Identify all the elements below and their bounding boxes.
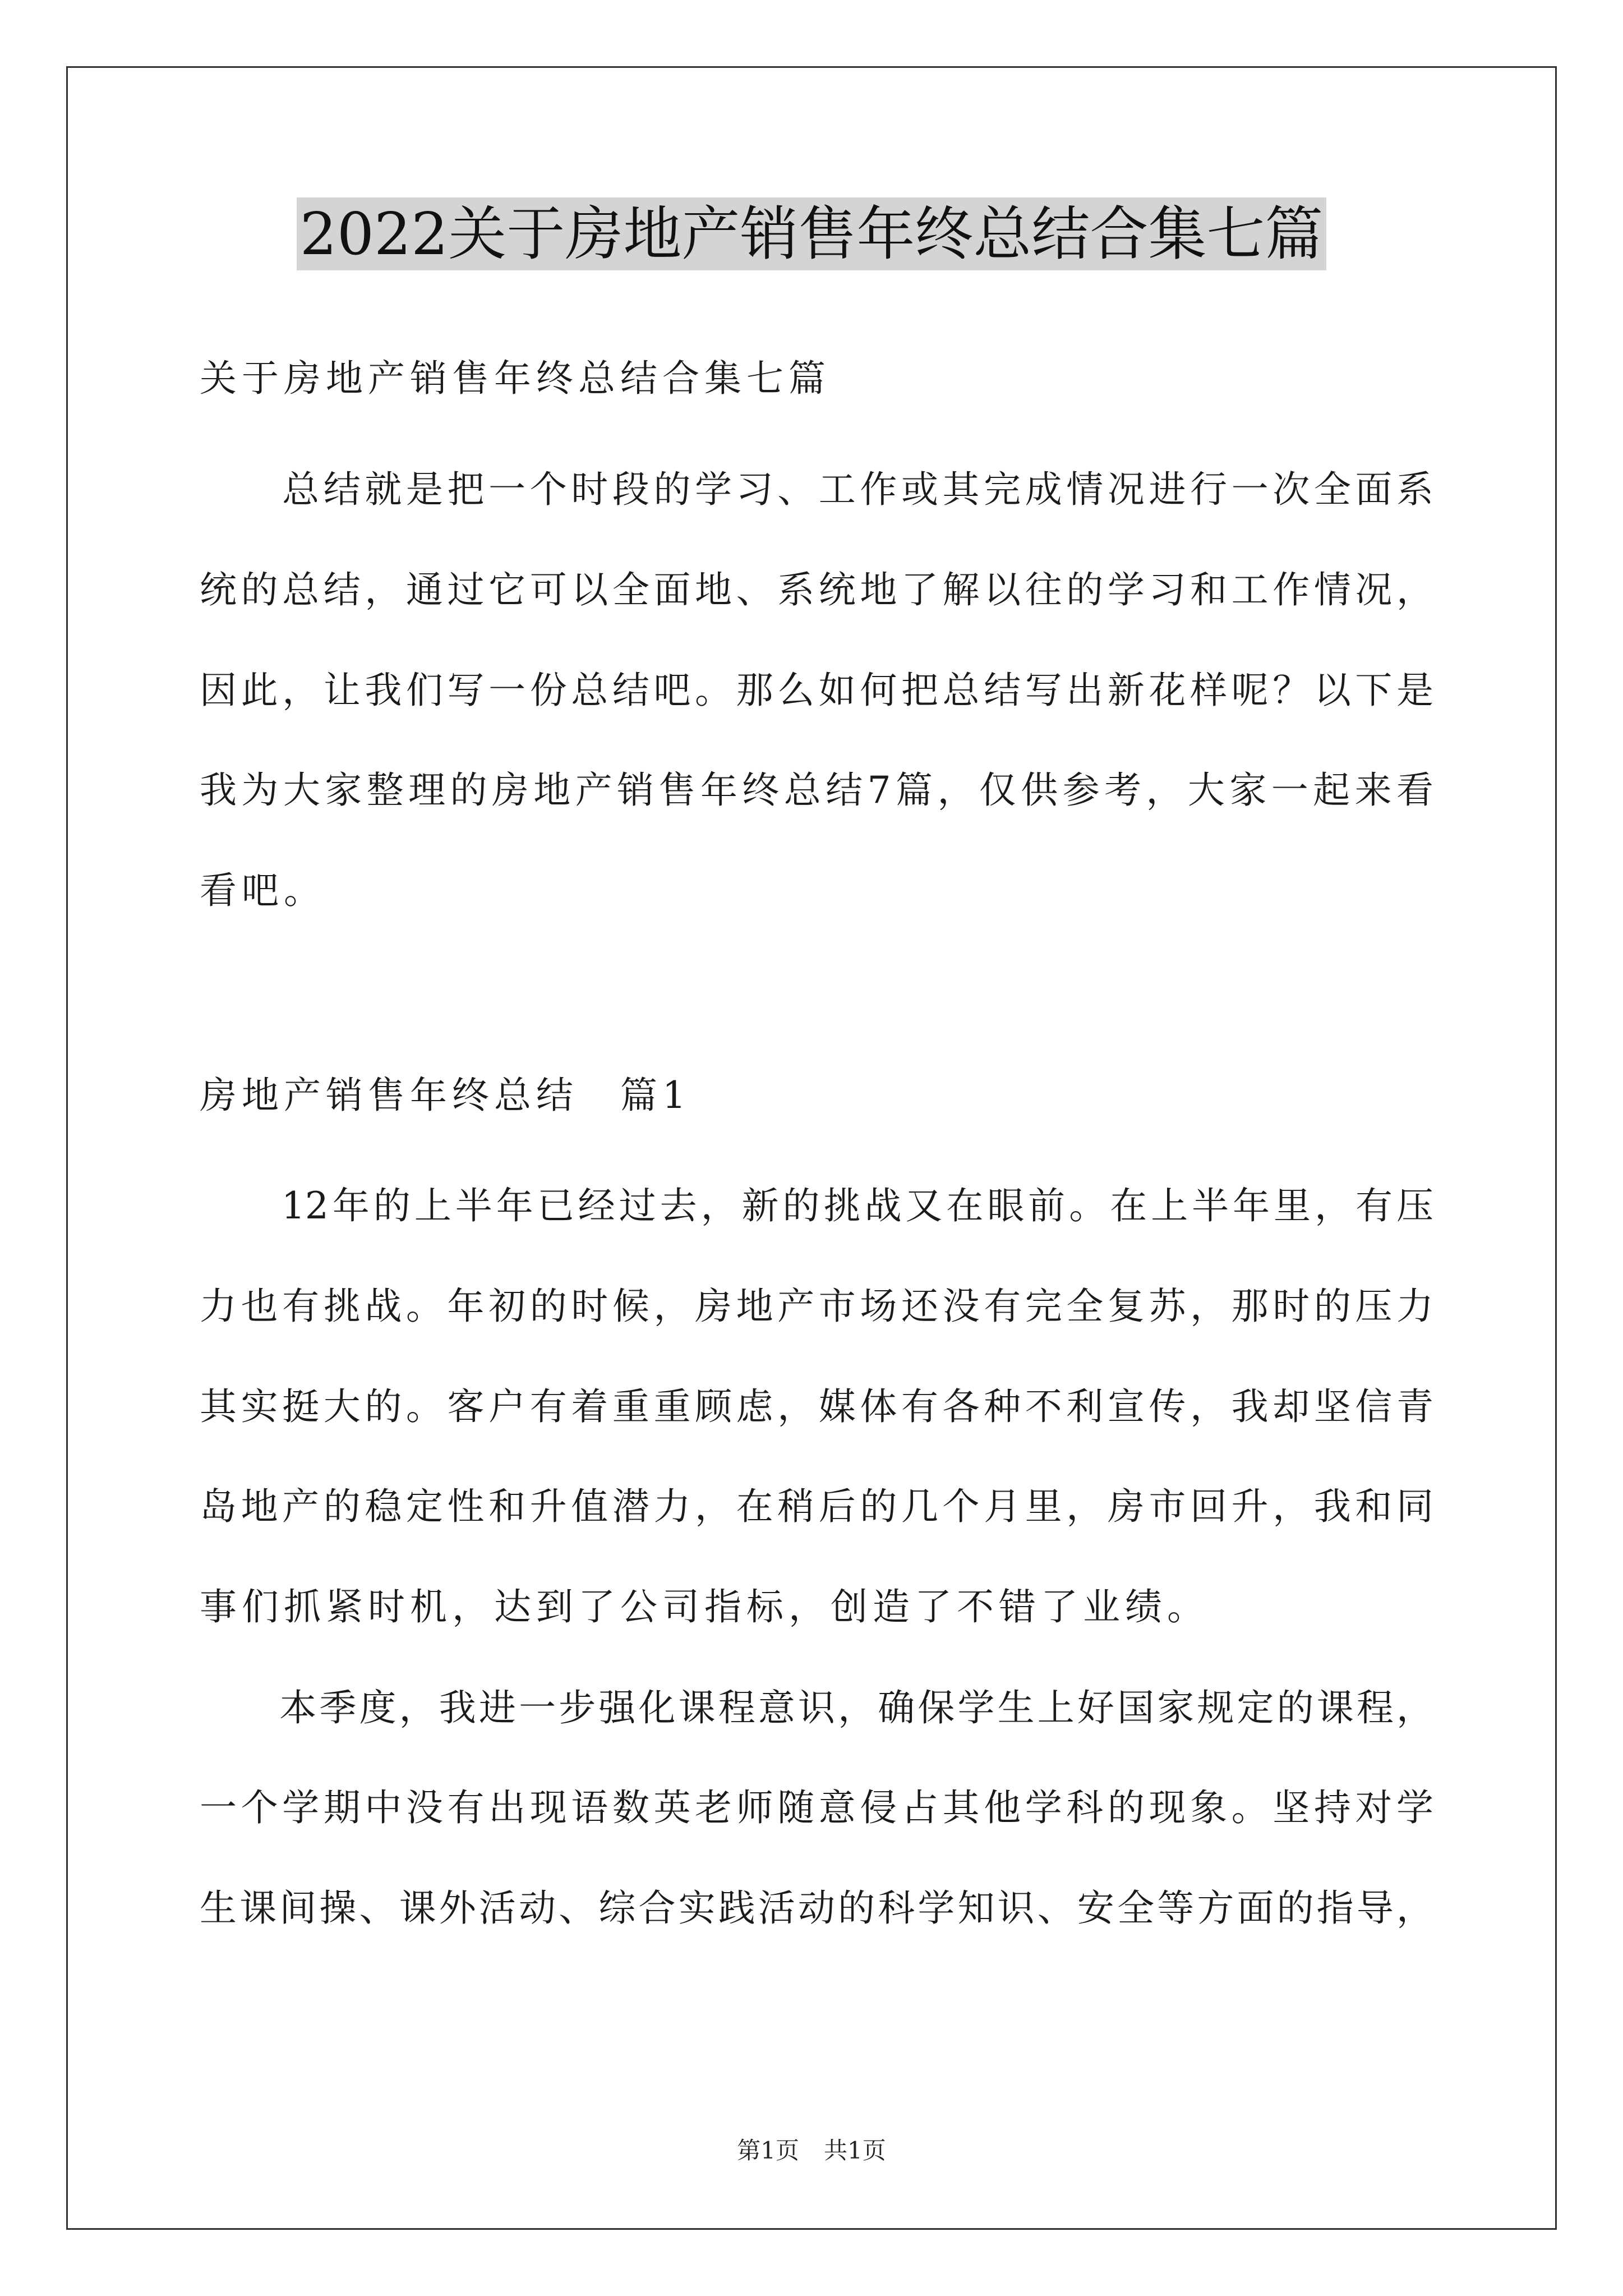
paragraph-line: 力也有挑战。年初的时候，房地产市场还没有完全复苏，那时的压力: [200, 1285, 1433, 1328]
page-total: 共1页: [824, 2137, 886, 2164]
paragraph-line: 事们抓紧时机，达到了公司指标，创造了不错了业绩。: [200, 1585, 1209, 1628]
paragraph-line: 生课间操、课外活动、综合实践活动的科学知识、安全等方面的指导，: [200, 1887, 1433, 1930]
intro-line: 因此，让我们写一份总结吧。那么如何把总结写出新花样呢？以下是: [200, 669, 1433, 712]
paragraph-line: 一个学期中没有出现语数英老师随意侵占其他学科的现象。坚持对学: [200, 1786, 1433, 1829]
intro-line: 总结就是把一个时段的学习、工作或其完成情况进行一次全面系: [200, 468, 1433, 511]
title-container: [0, 197, 1623, 270]
paragraph-line: 其实挺大的。客户有着重重顾虑，媒体有各种不利宣传，我却坚信青: [200, 1385, 1433, 1428]
intro-line: 统的总结，通过它可以全面地、系统地了解以往的学习和工作情况，: [200, 568, 1433, 611]
paragraph-line: 本季度，我进一步强化课程意识，确保学生上好国家规定的课程，: [200, 1686, 1433, 1729]
section-heading: 房地产销售年终总结 篇1: [200, 1074, 691, 1117]
document-title: 2022关于房地产销售年终总结合集七篇: [297, 197, 1327, 270]
page-footer: [0, 2135, 1623, 2166]
document-subtitle: 关于房地产销售年终总结合集七篇: [200, 357, 831, 400]
page-number: 第1页: [737, 2137, 799, 2164]
paragraph-line: 岛地产的稳定性和升值潜力，在稍后的几个月里，房市回升，我和同: [200, 1485, 1433, 1528]
paragraph-line: 12年的上半年已经过去，新的挑战又在眼前。在上半年里，有压: [200, 1184, 1433, 1227]
intro-line: 我为大家整理的房地产销售年终总结7篇，仅供参考，大家一起来看: [200, 769, 1433, 812]
intro-line: 看吧。: [200, 869, 326, 912]
